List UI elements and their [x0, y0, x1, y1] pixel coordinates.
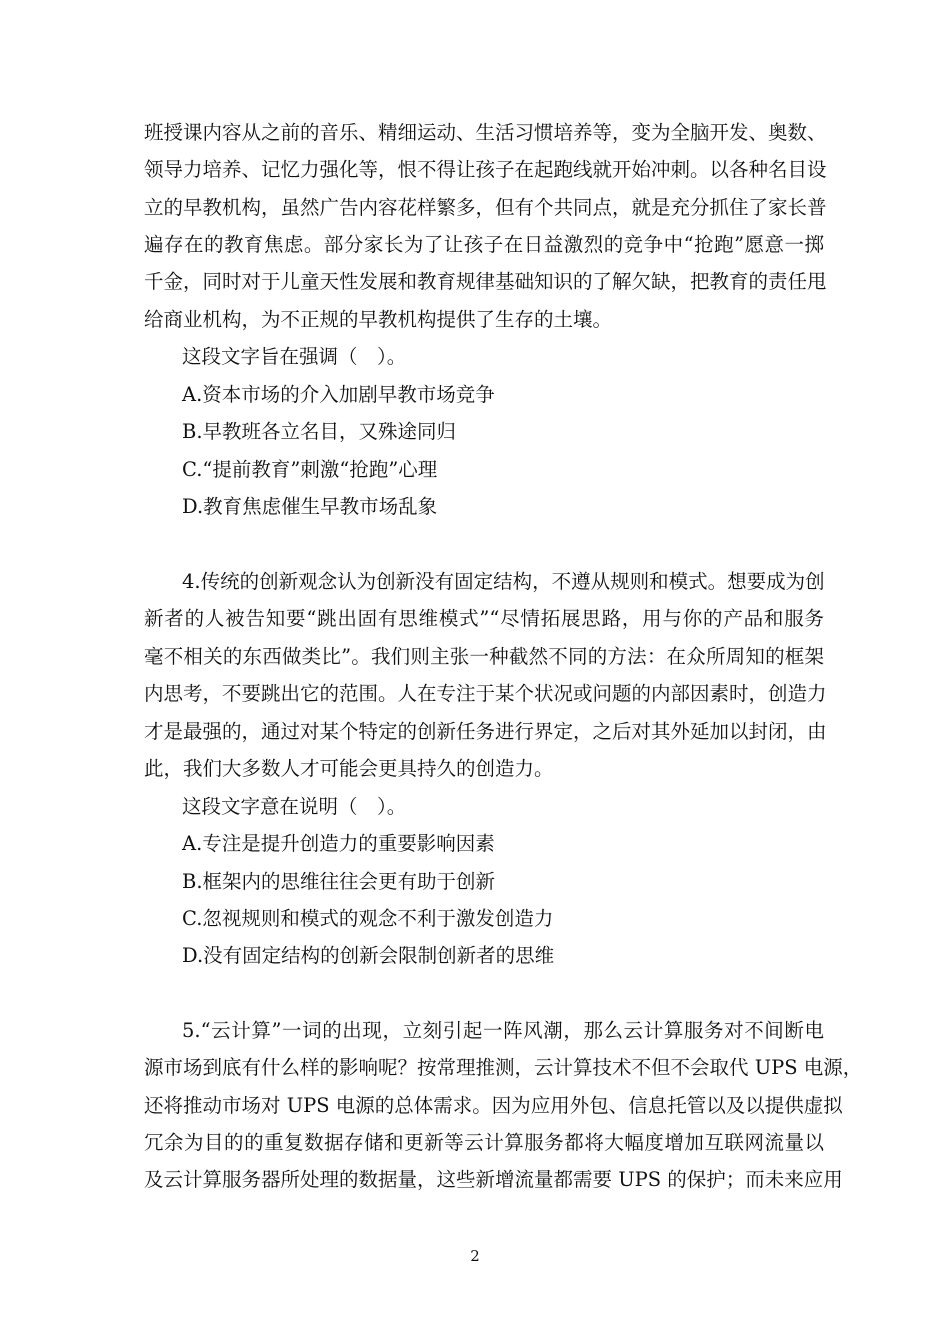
- question-3-option-a: A.资本市场的介入加剧早教市场竞争: [182, 383, 495, 406]
- passage3-line: 给商业机构，为不正规的早教机构提供了生存的土壤。: [144, 308, 613, 331]
- passage5-line: 及云计算服务器所处理的数据量，这些新增流量都需要 UPS 的保护；而未来应用: [144, 1168, 843, 1191]
- passage4-line: 4.传统的创新观念认为创新没有固定结构，不遵从规则和模式。想要成为创: [182, 570, 825, 593]
- passage4-line: 毫不相关的东西做类比”。我们则主张一种截然不同的方法：在众所周知的框架: [144, 645, 824, 668]
- question-3-option-c: C.“提前教育”刺激“抢跑”心理: [182, 458, 438, 481]
- passage5-line: 5.“云计算”一词的出现，立刻引起一阵风潮，那么云计算服务对不间断电: [182, 1019, 824, 1042]
- question-4-prompt: 这段文字意在说明（ ）。: [182, 795, 407, 818]
- question-4-option-a: A.专注是提升创造力的重要影响因素: [182, 832, 495, 855]
- page-number: 2: [470, 1247, 480, 1265]
- passage5-line: 冗余为目的的重复数据存储和更新等云计算服务都将大幅度增加互联网流量以: [144, 1131, 824, 1154]
- passage3-line: 立的早教机构，虽然广告内容花样繁多，但有个共同点，就是充分抓住了家长普: [144, 196, 827, 219]
- passage3-line: 班授课内容从之前的音乐、精细运动、生活习惯培养等，变为全脑开发、奥数、: [144, 121, 827, 144]
- question-4-option-d: D.没有固定结构的创新会限制创新者的思维: [182, 944, 555, 967]
- question-4-option-b: B.框架内的思维往往会更有助于创新: [182, 870, 496, 893]
- passage4-line: 内思考，不要跳出它的范围。人在专注于某个状况或问题的内部因素时，创造力: [144, 682, 827, 705]
- passage3-line: 遍存在的教育焦虑。部分家长为了让孩子在日益激烈的竞争中“抢跑”愿意一掷: [144, 233, 824, 256]
- passage4-line: 才是最强的，通过对某个特定的创新任务进行界定，之后对其外延加以封闭，由: [144, 720, 827, 743]
- passage5-line: 源市场到底有什么样的影响呢？按常理推测，云计算技术不但不会取代 UPS 电源，: [144, 1056, 863, 1079]
- question-3-option-b: B.早教班各立名目，又殊途同归: [182, 420, 457, 443]
- passage3-line: 千金，同时对于儿童天性发展和教育规律基础知识的了解欠缺，把教育的责任甩: [144, 270, 827, 293]
- question-4-option-c: C.忽视规则和模式的观念不利于激发创造力: [182, 907, 554, 930]
- question-3-option-d: D.教育焦虑催生早教市场乱象: [182, 495, 438, 518]
- passage3-line: 领导力培养、记忆力强化等，恨不得让孩子在起跑线就开始冲刺。以各种名目设: [144, 158, 827, 181]
- passage4-line: 此，我们大多数人才可能会更具持久的创造力。: [144, 757, 554, 780]
- question-3-prompt: 这段文字旨在强调（ ）。: [182, 345, 407, 368]
- passage5-line: 还将推动市场对 UPS 电源的总体需求。因为应用外包、信息托管以及以提供虚拟: [144, 1094, 843, 1117]
- passage4-line: 新者的人被告知要“跳出固有思维模式”“尽情拓展思路，用与你的产品和服务: [144, 607, 824, 630]
